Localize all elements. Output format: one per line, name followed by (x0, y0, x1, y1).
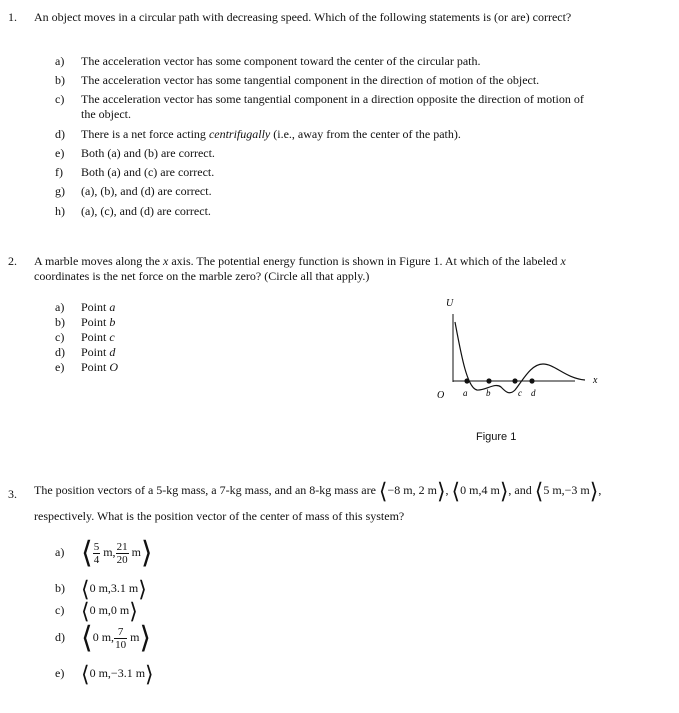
q2-option-e[interactable]: e) Point O (55, 360, 119, 374)
option-label: e) (55, 146, 65, 160)
option-label: f) (55, 165, 63, 179)
q1-option-f[interactable] (55, 165, 615, 180)
figure-1-potential-energy (425, 292, 615, 442)
y-axis-label: U (446, 298, 454, 309)
option-label: c) (55, 602, 65, 617)
option-vector: ⟨ $\frac{5}{4}$ m, $\frac{21}{20}$ m⟩ (81, 536, 153, 570)
q1-option-a[interactable] (55, 54, 615, 69)
option-text: The acceleration vector has some tangential component in the direction of motion of the object. (81, 73, 540, 87)
option-label: d) (55, 630, 65, 645)
q3-option-c[interactable] (55, 600, 615, 622)
q3-option-a[interactable] (55, 536, 615, 570)
point-d-label: d (531, 388, 536, 398)
option-variable: O (109, 360, 119, 374)
option-label: e) (55, 360, 65, 374)
vector-5kg: ⟨−8 m, 2 m⟩ (378, 478, 446, 503)
q1-option-c[interactable] (55, 92, 615, 122)
q3-option-e[interactable] (55, 663, 615, 685)
option-vector: ⟨0 m,0 m⟩ (81, 598, 138, 623)
option-label: c) (55, 330, 65, 344)
option-label: d) (55, 345, 65, 359)
option-text: (a), (b), and (d) are correct. (81, 184, 212, 198)
option-text: The acceleration vector has some component toward the center of the circular path. (81, 54, 481, 68)
option-variable: a (109, 300, 116, 314)
option-label: c) (55, 92, 65, 106)
option-variable: b (109, 315, 116, 329)
q3-number: 3. (8, 487, 17, 501)
vector-7kg: ⟨0 m,4 m⟩ (451, 478, 509, 503)
option-vector: ⟨0 m, $\frac{7}{10}$ m⟩ (81, 621, 152, 655)
q2-question-text: A marble moves along the x axis. The potential energy function is shown in Figure 1. At which of the labeled x coordinates is the net force on the marble zero? (Circle all that apply.) (34, 254, 566, 283)
q1-option-e[interactable] (55, 146, 615, 161)
q3-question-text-line2: respectively. What is the position vector of the center of mass of this system? (34, 509, 405, 523)
point-b-label: b (486, 388, 491, 398)
potential-energy-curve (455, 322, 585, 393)
option-label: b) (55, 580, 65, 595)
q1-option-b[interactable] (55, 73, 615, 88)
option-label: a) (55, 54, 65, 68)
option-label: d) (55, 127, 65, 141)
option-text: Both (a) and (c) are correct. (81, 165, 215, 179)
q3-option-b[interactable] (55, 578, 615, 600)
q1-option-d[interactable] (55, 127, 615, 142)
x-axis-label: x (593, 375, 598, 386)
option-label: h) (55, 204, 65, 218)
option-text: The acceleration vector has some tangential component in a direction opposite the direction of motion of the object. (81, 92, 584, 121)
option-text: (a), (c), and (d) are correct. (81, 204, 211, 218)
q2-option-d[interactable]: d) Point d (55, 345, 116, 359)
option-label: a) (55, 545, 65, 560)
q2-option-b[interactable]: b) Point b (55, 315, 116, 329)
q3-option-d[interactable] (55, 621, 615, 655)
option-text: There is a net force acting centrifugally (i.e., away from the center of the path). (81, 127, 461, 141)
point-c-label: c (518, 388, 522, 398)
origin-label: O (437, 390, 445, 401)
point-a-label: a (463, 388, 468, 398)
q2-option-a[interactable]: a) Point a (55, 300, 116, 314)
option-variable: d (109, 345, 116, 359)
q1-question-text: An object moves in a circular path with decreasing speed. Which of the following statements is (or are) correct? (34, 10, 572, 24)
option-variable: c (109, 330, 115, 344)
option-vector: ⟨0 m,3.1 m⟩ (81, 576, 147, 601)
q1-option-g[interactable] (55, 184, 615, 199)
point-a-marker (464, 378, 469, 383)
option-label: e) (55, 665, 65, 680)
point-c-marker (512, 378, 517, 383)
vector-8kg: ⟨5 m,−3 m⟩ (534, 478, 599, 503)
option-text: Both (a) and (b) are correct. (81, 146, 215, 160)
emphasis-centrifugally: centrifugally (208, 127, 271, 141)
q3-question-text: The position vectors of a 5-kg mass, a 7-kg mass, and an 8-kg mass are ⟨−8 m, 2 m⟩, ⟨0 m,4 m⟩, and ⟨5 m,−3 m⟩, (34, 478, 602, 503)
option-label: b) (55, 73, 65, 87)
option-label: a) (55, 300, 65, 314)
point-d-marker (529, 378, 534, 383)
option-label: g) (55, 184, 65, 198)
q1-number: 1. (8, 10, 17, 24)
option-vector: ⟨0 m,−3.1 m⟩ (81, 661, 154, 686)
option-label: b) (55, 315, 65, 329)
q1-option-h[interactable] (55, 204, 615, 219)
figure-1-caption: Figure 1 (476, 431, 517, 443)
point-b-marker (486, 378, 491, 383)
q2-number: 2. (8, 254, 17, 268)
q2-option-c[interactable]: c) Point c (55, 330, 115, 344)
